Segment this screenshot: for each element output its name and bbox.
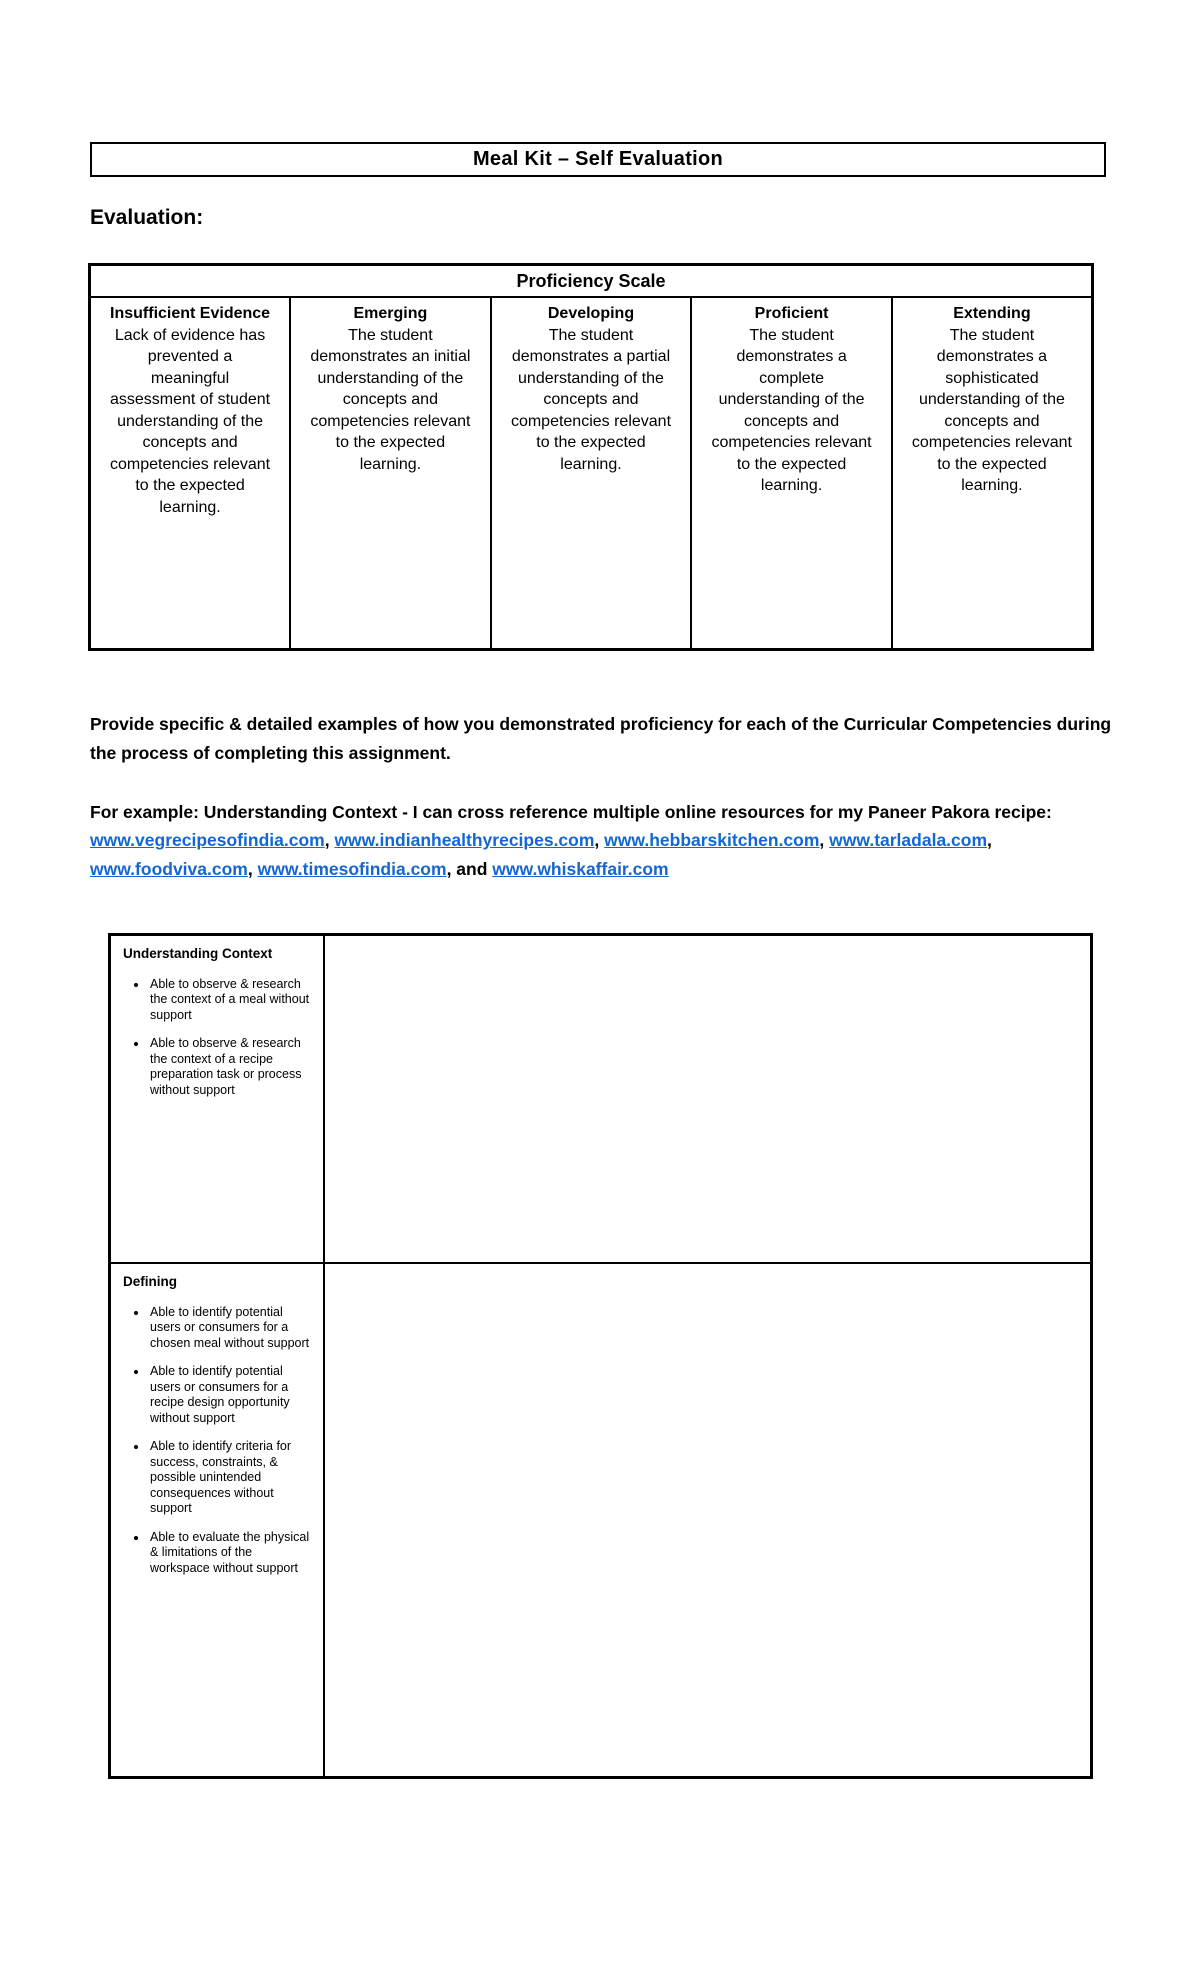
table-row	[110, 935, 1092, 1264]
level-description: The student demonstrates an initial understanding of the concepts and competencies relevant to the expected learning.	[310, 326, 471, 473]
table-row	[110, 1263, 1092, 1778]
recipe-link-foodviva[interactable]: www.foodviva.com	[90, 858, 248, 879]
proficiency-cell-extending	[892, 297, 1093, 650]
level-description: The student demonstrates a partial understanding of the concepts and competencies relevant to the expected learning.	[510, 326, 672, 473]
recipe-link-tarladala[interactable]: www.tarladala.com	[829, 830, 988, 850]
example-text: ,	[324, 830, 335, 850]
example-text: ,	[819, 830, 830, 850]
level-description: The student demonstrates a sophisticated understanding of the concepts and competencies relevant to the expected learning.	[911, 326, 1072, 494]
criteria-bullet: • Able to identify criteria for success, constraints, & possible unintended consequences without support	[148, 1439, 315, 1517]
level-title: Extending	[953, 305, 1031, 322]
criteria-cell-understanding-context	[110, 935, 325, 1264]
proficiency-scale-header: Proficiency Scale	[90, 265, 1093, 298]
level-title: Developing	[547, 305, 635, 322]
level-title: Insufficient Evidence	[110, 305, 271, 322]
recipe-link-whiskaffair[interactable]: www.whiskaffair.com	[492, 858, 669, 879]
document-title: Meal Kit – Self Evaluation	[472, 148, 724, 170]
recipe-link-vegrecipesofindia[interactable]: www.vegrecipesofindia.com	[90, 830, 325, 850]
document-title-box	[90, 142, 1106, 177]
example-text: ,	[594, 830, 605, 850]
criteria-bullet: • Able to evaluate the physical & limitations of the workspace without support	[148, 1530, 315, 1577]
criteria-heading: Understanding Context	[123, 946, 273, 961]
criteria-bullet: • Able to observe & research the context of a recipe preparation task or process without support	[148, 1036, 315, 1098]
recipe-link-timesofindia[interactable]: www.timesofindia.com	[257, 858, 447, 879]
proficiency-scale-table	[88, 263, 1094, 651]
example-text: , and	[446, 858, 493, 879]
criteria-bullet: • Able to identify potential users or consumers for a recipe design opportunity without support	[148, 1364, 315, 1426]
example-paragraph	[90, 798, 1112, 884]
level-description: Lack of evidence has prevented a meaningful assessment of student understanding of the concepts and competencies relevant to the expected learning.	[110, 326, 271, 516]
example-text: For example: Understanding Context - I can cross reference multiple online resources for my Paneer Pakora recipe:	[90, 801, 1052, 822]
criteria-bullet-list	[123, 977, 315, 1099]
proficiency-cell-insufficient-evidence	[90, 297, 291, 650]
proficiency-cell-proficient	[691, 297, 892, 650]
criteria-bullet: • Able to identify potential users or consumers for a chosen meal without support	[148, 1305, 315, 1352]
instructions-paragraph: Provide specific & detailed examples of how you demonstrated proficiency for each of the Curricular Competencies during the process of completing this assignment.	[90, 713, 1112, 763]
proficiency-cell-developing	[491, 297, 692, 650]
criteria-bullet: • Able to observe & research the context of a meal without support	[148, 977, 315, 1024]
level-description: The student demonstrates a complete understanding of the concepts and competencies relevant to the expected learning.	[711, 326, 872, 494]
recipe-link-hebbarskitchen[interactable]: www.hebbarskitchen.com	[604, 830, 820, 850]
level-title: Proficient	[754, 305, 829, 322]
criteria-heading: Defining	[123, 1274, 177, 1289]
example-text: ,	[247, 858, 258, 879]
proficiency-cell-emerging	[290, 297, 491, 650]
level-title: Emerging	[353, 305, 428, 322]
competency-table	[108, 933, 1093, 1779]
recipe-link-indianhealthyrecipes[interactable]: www.indianhealthyrecipes.com	[334, 830, 595, 850]
response-cell-understanding-context[interactable]	[324, 935, 1092, 1264]
criteria-bullet-list	[123, 1305, 315, 1577]
example-text: ,	[987, 830, 992, 850]
criteria-cell-defining	[110, 1263, 325, 1778]
response-cell-defining[interactable]	[324, 1263, 1092, 1778]
evaluation-heading: Evaluation:	[90, 206, 204, 229]
